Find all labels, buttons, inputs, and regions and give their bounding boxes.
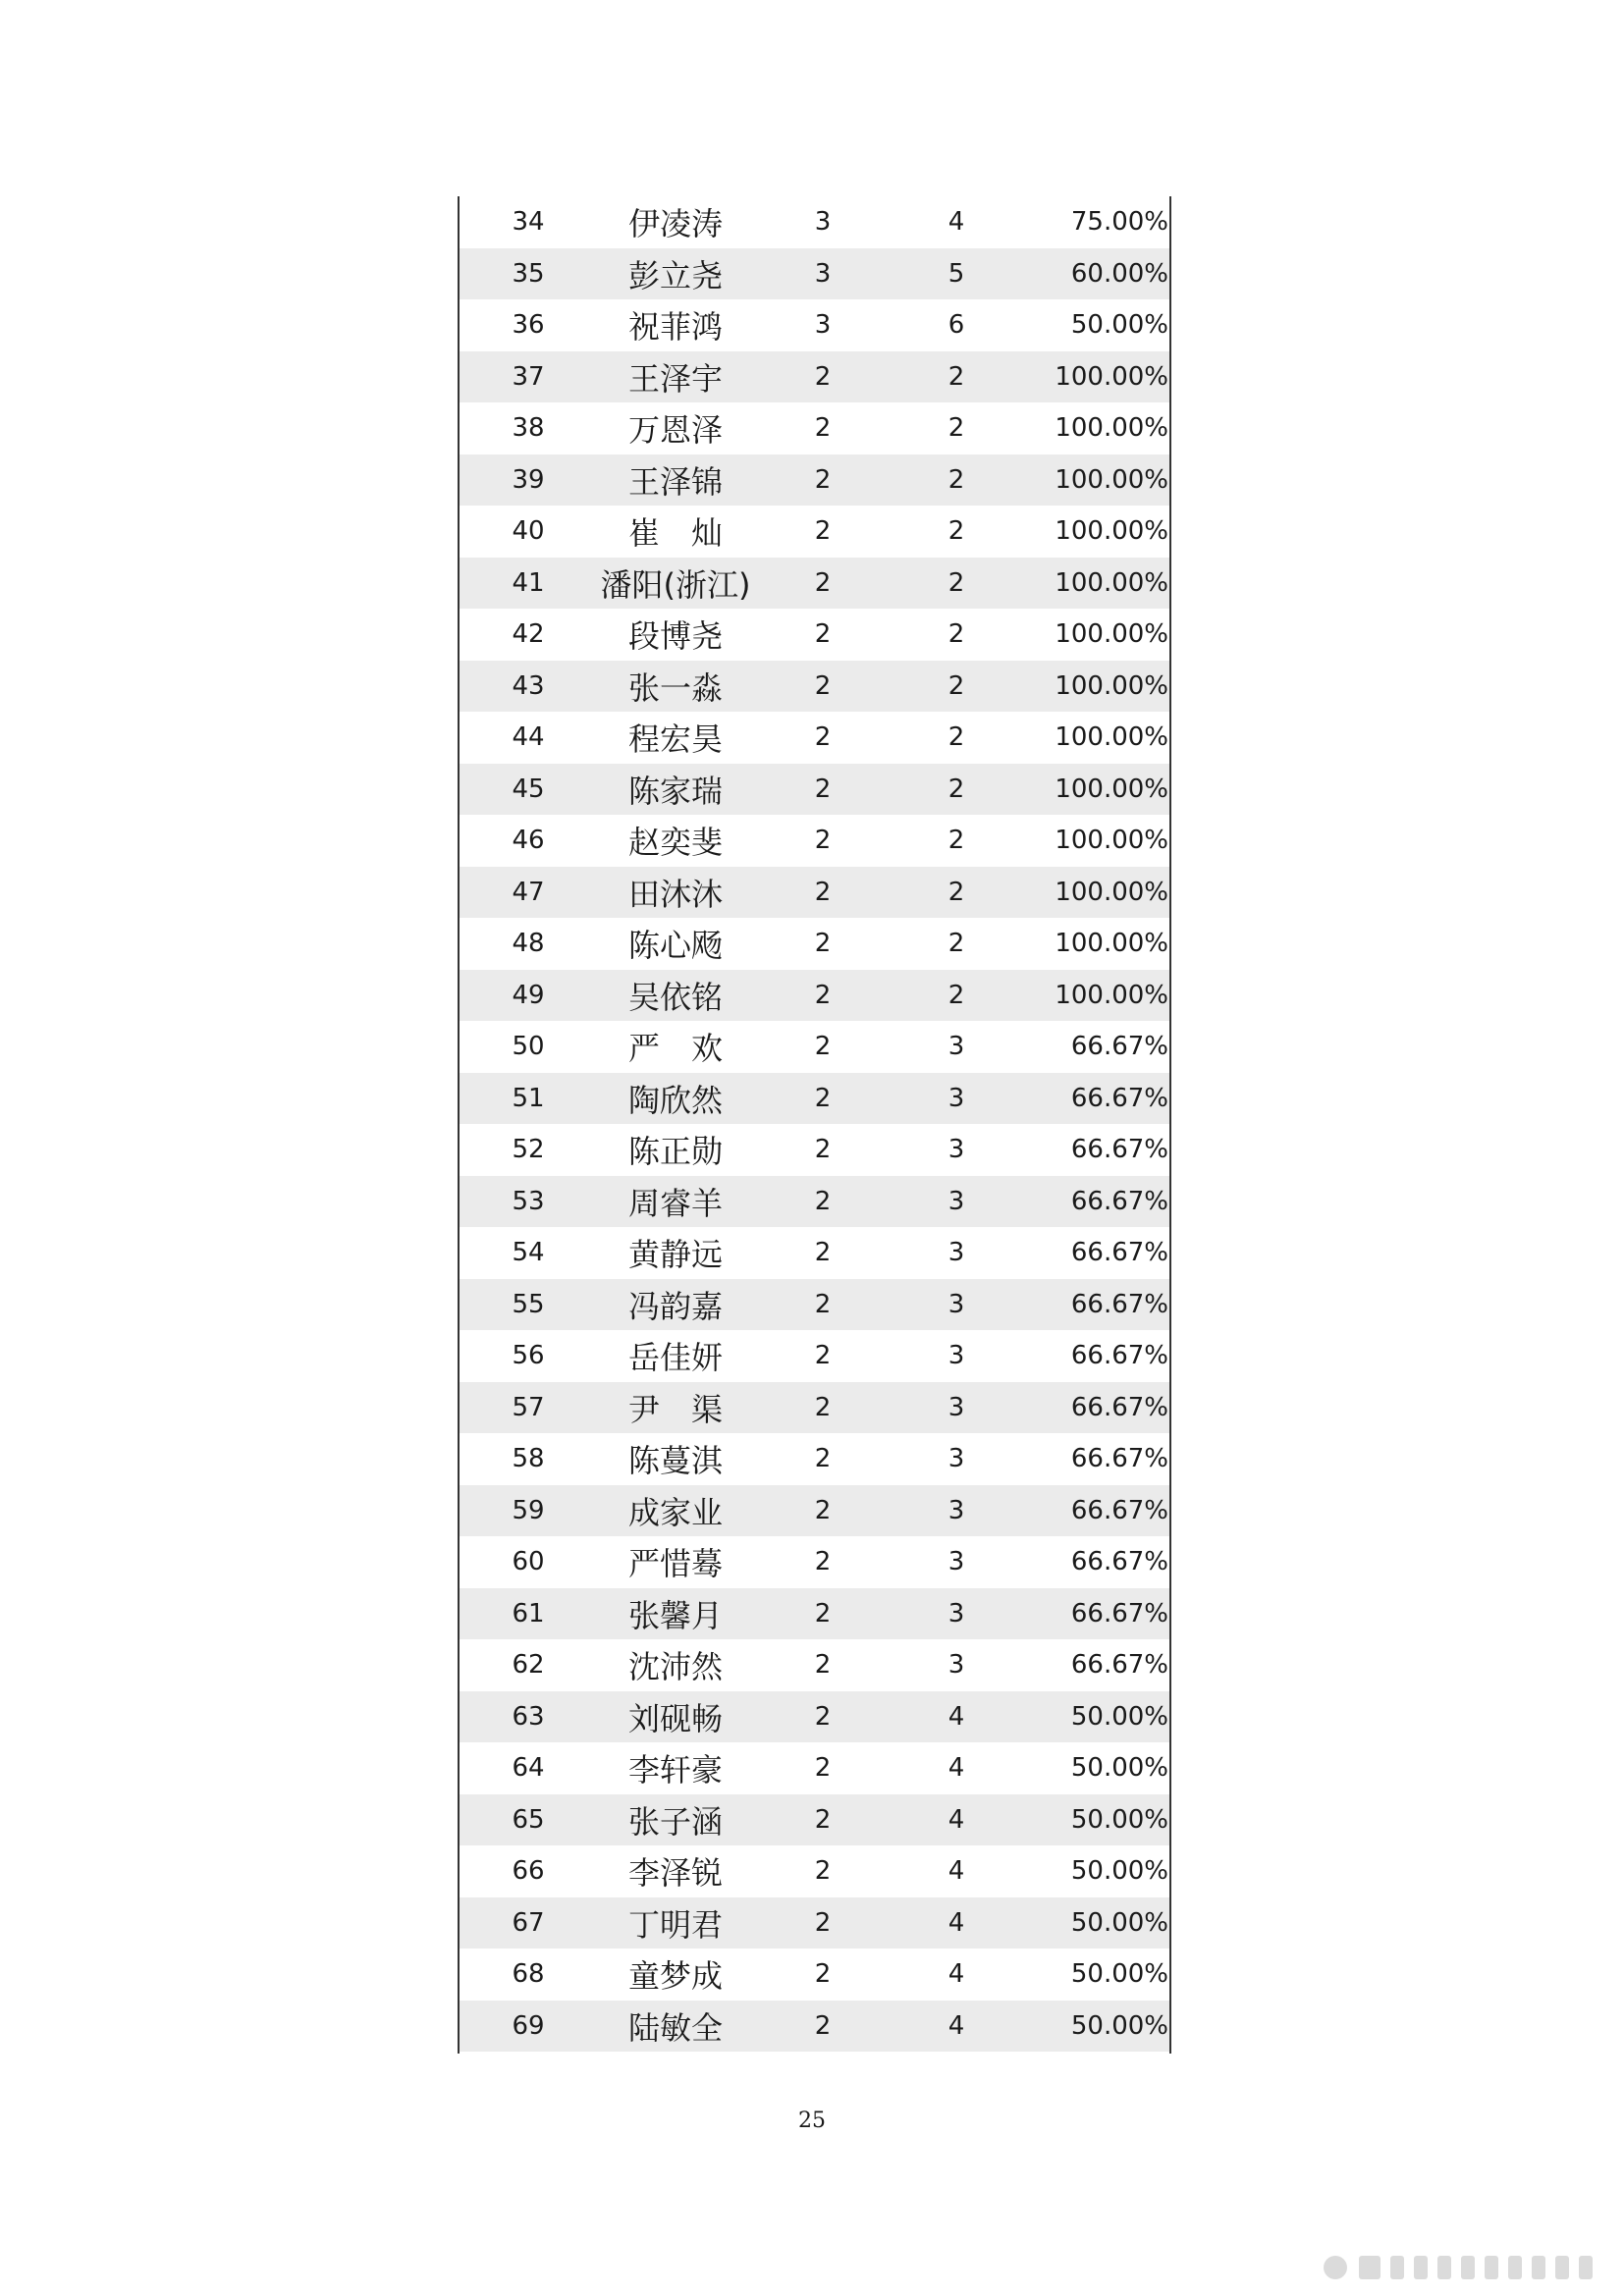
table-row (460, 1279, 1169, 1331)
table-row (460, 1433, 1169, 1485)
table-row (460, 351, 1169, 403)
value-a-cell: 2 (814, 1959, 832, 1990)
name-cell: 陶欣然 (627, 1081, 723, 1119)
value-b-cell: 3 (947, 1186, 965, 1216)
name-cell: 段博尧 (627, 617, 723, 656)
value-a-cell: 3 (814, 207, 832, 238)
name-cell: 李轩豪 (627, 1751, 723, 1789)
percentage-cell: 50.00% (1070, 1856, 1168, 1887)
value-a-cell: 2 (814, 1598, 832, 1629)
table-row (460, 1073, 1169, 1125)
rank-cell: 65 (512, 1804, 545, 1835)
value-a-cell: 2 (814, 567, 832, 598)
value-a-cell: 2 (814, 1804, 832, 1835)
table-row (460, 1124, 1169, 1176)
percentage-cell: 50.00% (1070, 1701, 1168, 1732)
value-a-cell: 2 (814, 929, 832, 959)
value-a-cell: 2 (814, 1392, 832, 1422)
table-row (460, 1639, 1169, 1691)
value-b-cell: 2 (947, 877, 965, 907)
percentage-cell: 66.67% (1070, 1598, 1168, 1629)
percentage-cell: 50.00% (1070, 310, 1168, 341)
name-cell: 赵奕斐 (627, 824, 723, 862)
table-row (460, 1227, 1169, 1279)
value-a-cell: 2 (814, 2010, 832, 2041)
rank-cell: 42 (512, 619, 545, 650)
name-cell: 冯韵嘉 (627, 1287, 723, 1325)
name-cell: 黄静远 (627, 1236, 723, 1274)
value-a-cell: 2 (814, 1753, 832, 1784)
table-row (460, 970, 1169, 1022)
value-a-cell: 2 (814, 1289, 832, 1319)
table-row (460, 196, 1169, 248)
percentage-cell: 66.67% (1070, 1392, 1168, 1422)
name-cell: 王泽宇 (627, 359, 723, 398)
rank-cell: 58 (512, 1444, 545, 1474)
value-a-cell: 2 (814, 1856, 832, 1887)
name-cell: 吴依铭 (627, 978, 723, 1016)
table-row (460, 299, 1169, 351)
name-cell: 王泽锦 (627, 462, 723, 501)
table-row (460, 1485, 1169, 1537)
name-cell: 严 欢 (627, 1030, 723, 1068)
name-cell: 陈正勋 (627, 1133, 723, 1171)
name-cell: 周睿羊 (627, 1184, 723, 1222)
value-a-cell: 2 (814, 1341, 832, 1371)
rank-cell: 39 (512, 464, 545, 495)
table-row (460, 1382, 1169, 1434)
rank-cell: 59 (512, 1495, 545, 1525)
value-b-cell: 3 (947, 1135, 965, 1165)
rank-cell: 36 (512, 310, 545, 341)
rank-cell: 67 (512, 1907, 545, 1938)
table-row (460, 918, 1169, 970)
table-row (460, 1691, 1169, 1743)
table-row (460, 558, 1169, 610)
percentage-cell: 50.00% (1070, 1804, 1168, 1835)
value-b-cell: 2 (947, 361, 965, 392)
table-row (460, 1794, 1169, 1846)
percentage-cell: 66.67% (1070, 1186, 1168, 1216)
value-b-cell: 3 (947, 1032, 965, 1062)
table-row (460, 454, 1169, 507)
rank-cell: 56 (512, 1341, 545, 1371)
rank-cell: 35 (512, 258, 545, 289)
value-b-cell: 3 (947, 1650, 965, 1681)
name-cell: 沈沛然 (627, 1648, 723, 1686)
value-a-cell: 2 (814, 1547, 832, 1577)
percentage-cell: 66.67% (1070, 1083, 1168, 1113)
rank-cell: 48 (512, 929, 545, 959)
rank-cell: 54 (512, 1238, 545, 1268)
table-row (460, 712, 1169, 764)
value-b-cell: 2 (947, 774, 965, 804)
value-b-cell: 4 (947, 1753, 965, 1784)
percentage-cell: 100.00% (1055, 619, 1168, 650)
table-row (460, 1742, 1169, 1794)
percentage-cell: 100.00% (1055, 722, 1168, 753)
percentage-cell: 66.67% (1070, 1135, 1168, 1165)
percentage-cell: 100.00% (1055, 774, 1168, 804)
percentage-cell: 100.00% (1055, 413, 1168, 444)
rank-cell: 51 (512, 1083, 545, 1113)
percentage-cell: 100.00% (1055, 361, 1168, 392)
name-cell: 陈心飏 (627, 927, 723, 965)
percentage-cell: 66.67% (1070, 1495, 1168, 1525)
percentage-cell: 66.67% (1070, 1341, 1168, 1371)
value-b-cell: 4 (947, 1959, 965, 1990)
name-cell: 岳佳妍 (627, 1339, 723, 1377)
value-b-cell: 2 (947, 826, 965, 856)
rank-cell: 40 (512, 516, 545, 547)
name-cell: 万恩泽 (627, 411, 723, 450)
percentage-cell: 50.00% (1070, 2010, 1168, 2041)
rank-cell: 53 (512, 1186, 545, 1216)
value-a-cell: 3 (814, 310, 832, 341)
value-b-cell: 3 (947, 1341, 965, 1371)
rank-cell: 41 (512, 567, 545, 598)
percentage-cell: 100.00% (1055, 464, 1168, 495)
value-b-cell: 3 (947, 1547, 965, 1577)
percentage-cell: 100.00% (1055, 877, 1168, 907)
value-b-cell: 5 (947, 258, 965, 289)
table-row (460, 609, 1169, 661)
value-b-cell: 2 (947, 619, 965, 650)
percentage-cell: 66.67% (1070, 1444, 1168, 1474)
rank-cell: 43 (512, 670, 545, 701)
value-a-cell: 2 (814, 1907, 832, 1938)
value-a-cell: 2 (814, 1650, 832, 1681)
table-row (460, 1588, 1169, 1640)
percentage-cell: 100.00% (1055, 929, 1168, 959)
ranking-table (458, 196, 1171, 2054)
name-cell: 彭立尧 (627, 256, 723, 294)
value-a-cell: 2 (814, 1701, 832, 1732)
table-row (460, 1536, 1169, 1588)
value-b-cell: 2 (947, 413, 965, 444)
rank-cell: 37 (512, 361, 545, 392)
value-a-cell: 2 (814, 1495, 832, 1525)
value-b-cell: 4 (947, 1907, 965, 1938)
value-a-cell: 2 (814, 413, 832, 444)
value-b-cell: 2 (947, 567, 965, 598)
value-a-cell: 2 (814, 1444, 832, 1474)
value-b-cell: 4 (947, 207, 965, 238)
name-cell: 尹 渠 (627, 1390, 723, 1428)
rank-cell: 34 (512, 207, 545, 238)
value-b-cell: 3 (947, 1289, 965, 1319)
name-cell: 童梦成 (627, 1957, 723, 1996)
value-b-cell: 3 (947, 1598, 965, 1629)
value-b-cell: 2 (947, 670, 965, 701)
name-cell: 丁明君 (627, 1905, 723, 1944)
name-cell: 陆敏全 (627, 2008, 723, 2047)
table-row (460, 1021, 1169, 1073)
rank-cell: 47 (512, 877, 545, 907)
value-a-cell: 2 (814, 1186, 832, 1216)
value-a-cell: 2 (814, 619, 832, 650)
value-a-cell: 2 (814, 1083, 832, 1113)
value-a-cell: 2 (814, 1135, 832, 1165)
percentage-cell: 100.00% (1055, 516, 1168, 547)
rank-cell: 49 (512, 980, 545, 1010)
value-a-cell: 2 (814, 1238, 832, 1268)
name-cell: 程宏昊 (627, 721, 723, 759)
percentage-cell: 50.00% (1070, 1753, 1168, 1784)
table-row (460, 764, 1169, 816)
value-b-cell: 3 (947, 1444, 965, 1474)
value-a-cell: 2 (814, 464, 832, 495)
table-row (460, 1845, 1169, 1897)
percentage-cell: 66.67% (1070, 1032, 1168, 1062)
value-a-cell: 2 (814, 980, 832, 1010)
rank-cell: 44 (512, 722, 545, 753)
table-row (460, 815, 1169, 867)
value-b-cell: 4 (947, 1856, 965, 1887)
percentage-cell: 66.67% (1070, 1547, 1168, 1577)
rank-cell: 61 (512, 1598, 545, 1629)
name-cell: 田沐沐 (627, 875, 723, 913)
value-a-cell: 3 (814, 258, 832, 289)
table-row (460, 1176, 1169, 1228)
table-row (460, 1330, 1169, 1382)
name-cell: 张子涵 (627, 1802, 723, 1841)
name-cell: 伊凌涛 (627, 205, 723, 243)
name-cell: 潘阳(浙江) (600, 565, 751, 604)
value-b-cell: 2 (947, 464, 965, 495)
rank-cell: 68 (512, 1959, 545, 1990)
rank-cell: 69 (512, 2010, 545, 2041)
percentage-cell: 60.00% (1070, 258, 1168, 289)
value-a-cell: 2 (814, 877, 832, 907)
rank-cell: 55 (512, 1289, 545, 1319)
rank-cell: 66 (512, 1856, 545, 1887)
percentage-cell: 100.00% (1055, 670, 1168, 701)
value-b-cell: 2 (947, 516, 965, 547)
percentage-cell: 100.00% (1055, 980, 1168, 1010)
percentage-cell: 100.00% (1055, 567, 1168, 598)
name-cell: 张馨月 (627, 1596, 723, 1634)
value-b-cell: 3 (947, 1083, 965, 1113)
rank-cell: 57 (512, 1392, 545, 1422)
name-cell: 崔 灿 (627, 514, 723, 553)
name-cell: 李泽锐 (627, 1854, 723, 1893)
value-a-cell: 2 (814, 722, 832, 753)
percentage-cell: 75.00% (1070, 207, 1168, 238)
rank-cell: 52 (512, 1135, 545, 1165)
percentage-cell: 66.67% (1070, 1238, 1168, 1268)
percentage-cell: 100.00% (1055, 826, 1168, 856)
value-a-cell: 2 (814, 516, 832, 547)
percentage-cell: 50.00% (1070, 1907, 1168, 1938)
rank-cell: 64 (512, 1753, 545, 1784)
rank-cell: 62 (512, 1650, 545, 1681)
rank-cell: 63 (512, 1701, 545, 1732)
percentage-cell: 66.67% (1070, 1650, 1168, 1681)
value-b-cell: 3 (947, 1238, 965, 1268)
value-a-cell: 2 (814, 826, 832, 856)
value-b-cell: 2 (947, 980, 965, 1010)
name-cell: 陈蔓淇 (627, 1442, 723, 1480)
table-row (460, 1897, 1169, 1949)
table-row (460, 2001, 1169, 2053)
value-b-cell: 2 (947, 929, 965, 959)
percentage-cell: 66.67% (1070, 1289, 1168, 1319)
name-cell: 刘砚畅 (627, 1699, 723, 1737)
value-b-cell: 4 (947, 1701, 965, 1732)
value-b-cell: 3 (947, 1495, 965, 1525)
rank-cell: 60 (512, 1547, 545, 1577)
value-a-cell: 2 (814, 1032, 832, 1062)
value-b-cell: 4 (947, 2010, 965, 2041)
rank-cell: 46 (512, 826, 545, 856)
percentage-cell: 50.00% (1070, 1959, 1168, 1990)
value-b-cell: 2 (947, 722, 965, 753)
table-row (460, 867, 1169, 919)
rank-cell: 38 (512, 413, 545, 444)
value-a-cell: 2 (814, 361, 832, 392)
rank-cell: 45 (512, 774, 545, 804)
table-row (460, 1949, 1169, 2001)
name-cell: 严惜蓦 (627, 1545, 723, 1583)
rank-cell: 50 (512, 1032, 545, 1062)
value-b-cell: 6 (947, 310, 965, 341)
table-row (460, 661, 1169, 713)
value-a-cell: 2 (814, 774, 832, 804)
table-row (460, 248, 1169, 300)
value-b-cell: 4 (947, 1804, 965, 1835)
table-row (460, 402, 1169, 454)
name-cell: 祝菲鸿 (627, 308, 723, 347)
name-cell: 陈家瑞 (627, 772, 723, 810)
watermark-logo (1316, 2248, 1610, 2287)
name-cell: 张一淼 (627, 668, 723, 707)
table-row (460, 506, 1169, 558)
value-b-cell: 3 (947, 1392, 965, 1422)
name-cell: 成家业 (627, 1493, 723, 1531)
value-a-cell: 2 (814, 670, 832, 701)
page-number: 25 (798, 2109, 826, 2133)
